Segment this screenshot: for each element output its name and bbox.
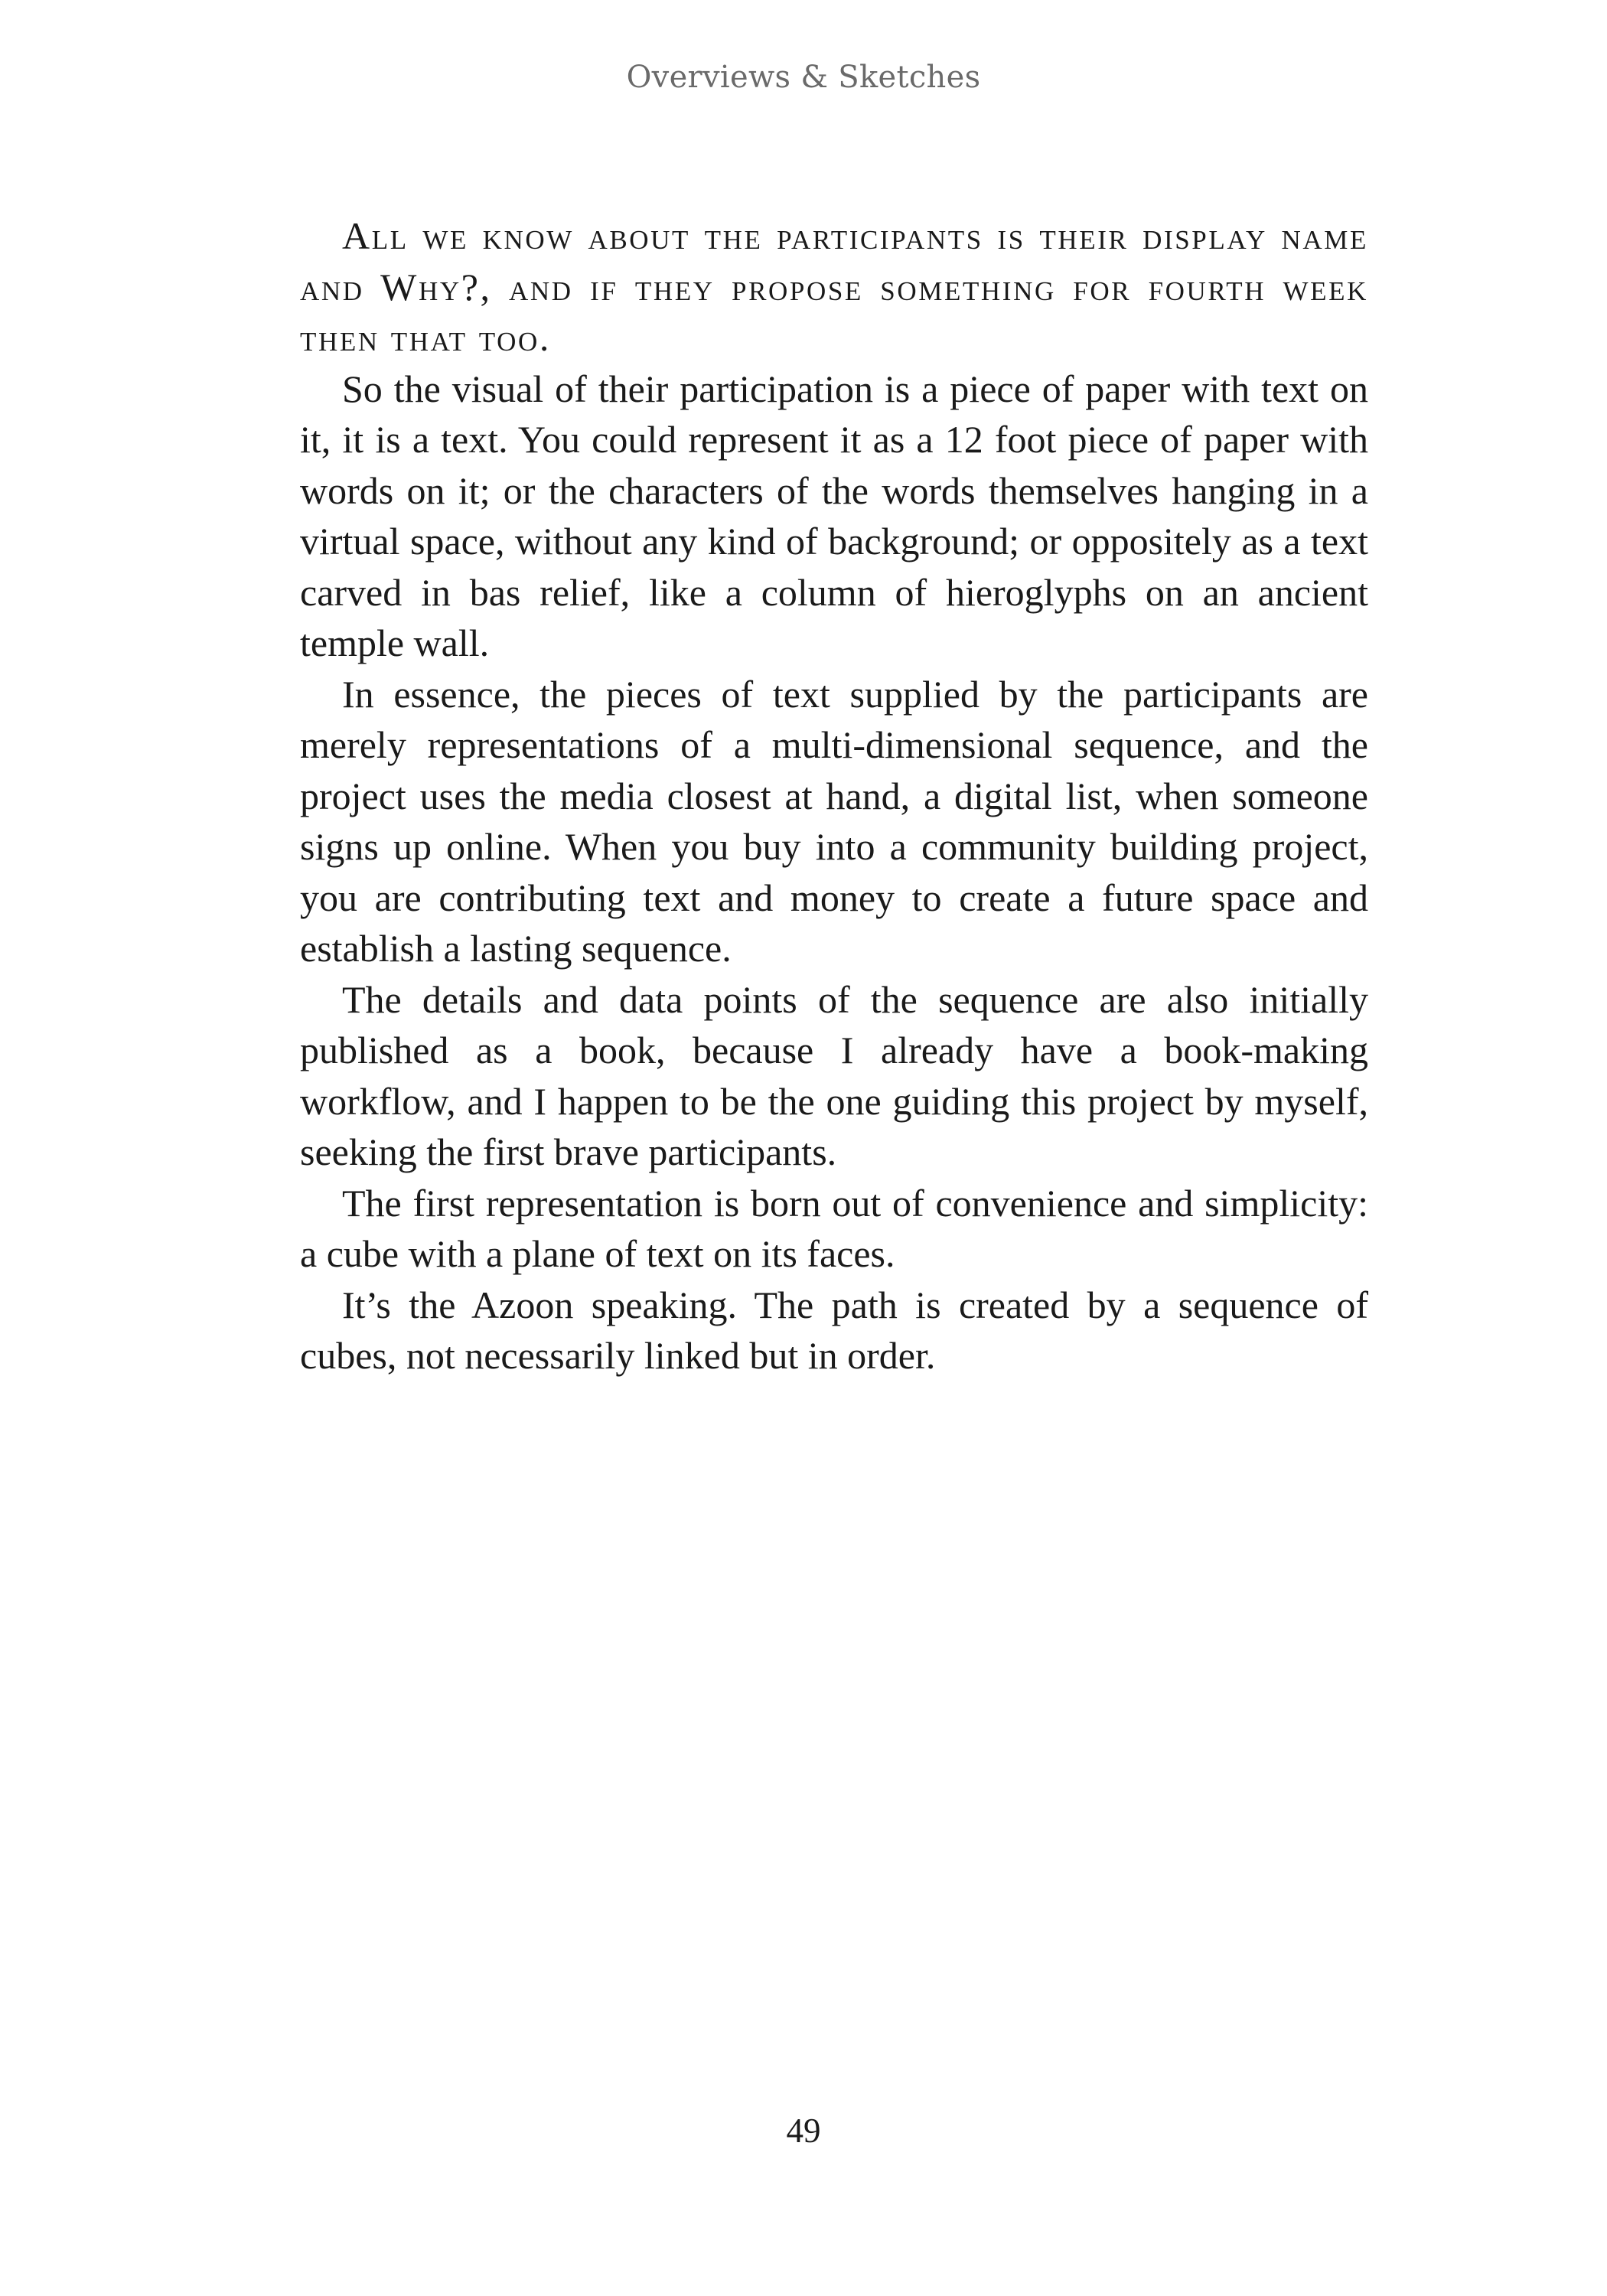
paragraph: In essence, the pieces of text supplied by the participants are merely representations of a multi-dimensional sequence, and the project uses the media closest at hand, a digital list, when someone signs up online. When you buy into a community building project, you are contributing text and money to create a future space and establish a lasting sequence. — [300, 672, 1368, 970]
opening-paragraph: All we know about the participants is their display name and Why?, and if they propose something for fourth week then that too. — [300, 214, 1368, 359]
paragraph: The first representation is born out of convenience and simplicity: a cube with a plane of text on its faces. — [300, 1181, 1368, 1275]
paragraph: The details and data points of the sequence are also initially published as a book, because I already have a book-making workflow, and I happen to be the one guiding this project by myself, seeking the first brave participants. — [300, 977, 1368, 1173]
body-text — [300, 210, 1368, 1381]
paragraph: So the visual of their participation is a piece of paper with text on it, it is a text. You could represent it as a 12 foot piece of paper with words on it; or the characters of the words themselves hanging in a virtual space, without any kind of background; or oppositely as a text carved in bas relief, like a column of hieroglyphs on an ancient temple wall. — [300, 367, 1368, 664]
page-number: 49 — [786, 2112, 821, 2150]
running-header: Overviews & Sketches — [626, 60, 981, 95]
paragraph: It’s the Azoon speaking. The path is created by a sequence of cubes, not necessarily linked but in order. — [300, 1283, 1368, 1377]
